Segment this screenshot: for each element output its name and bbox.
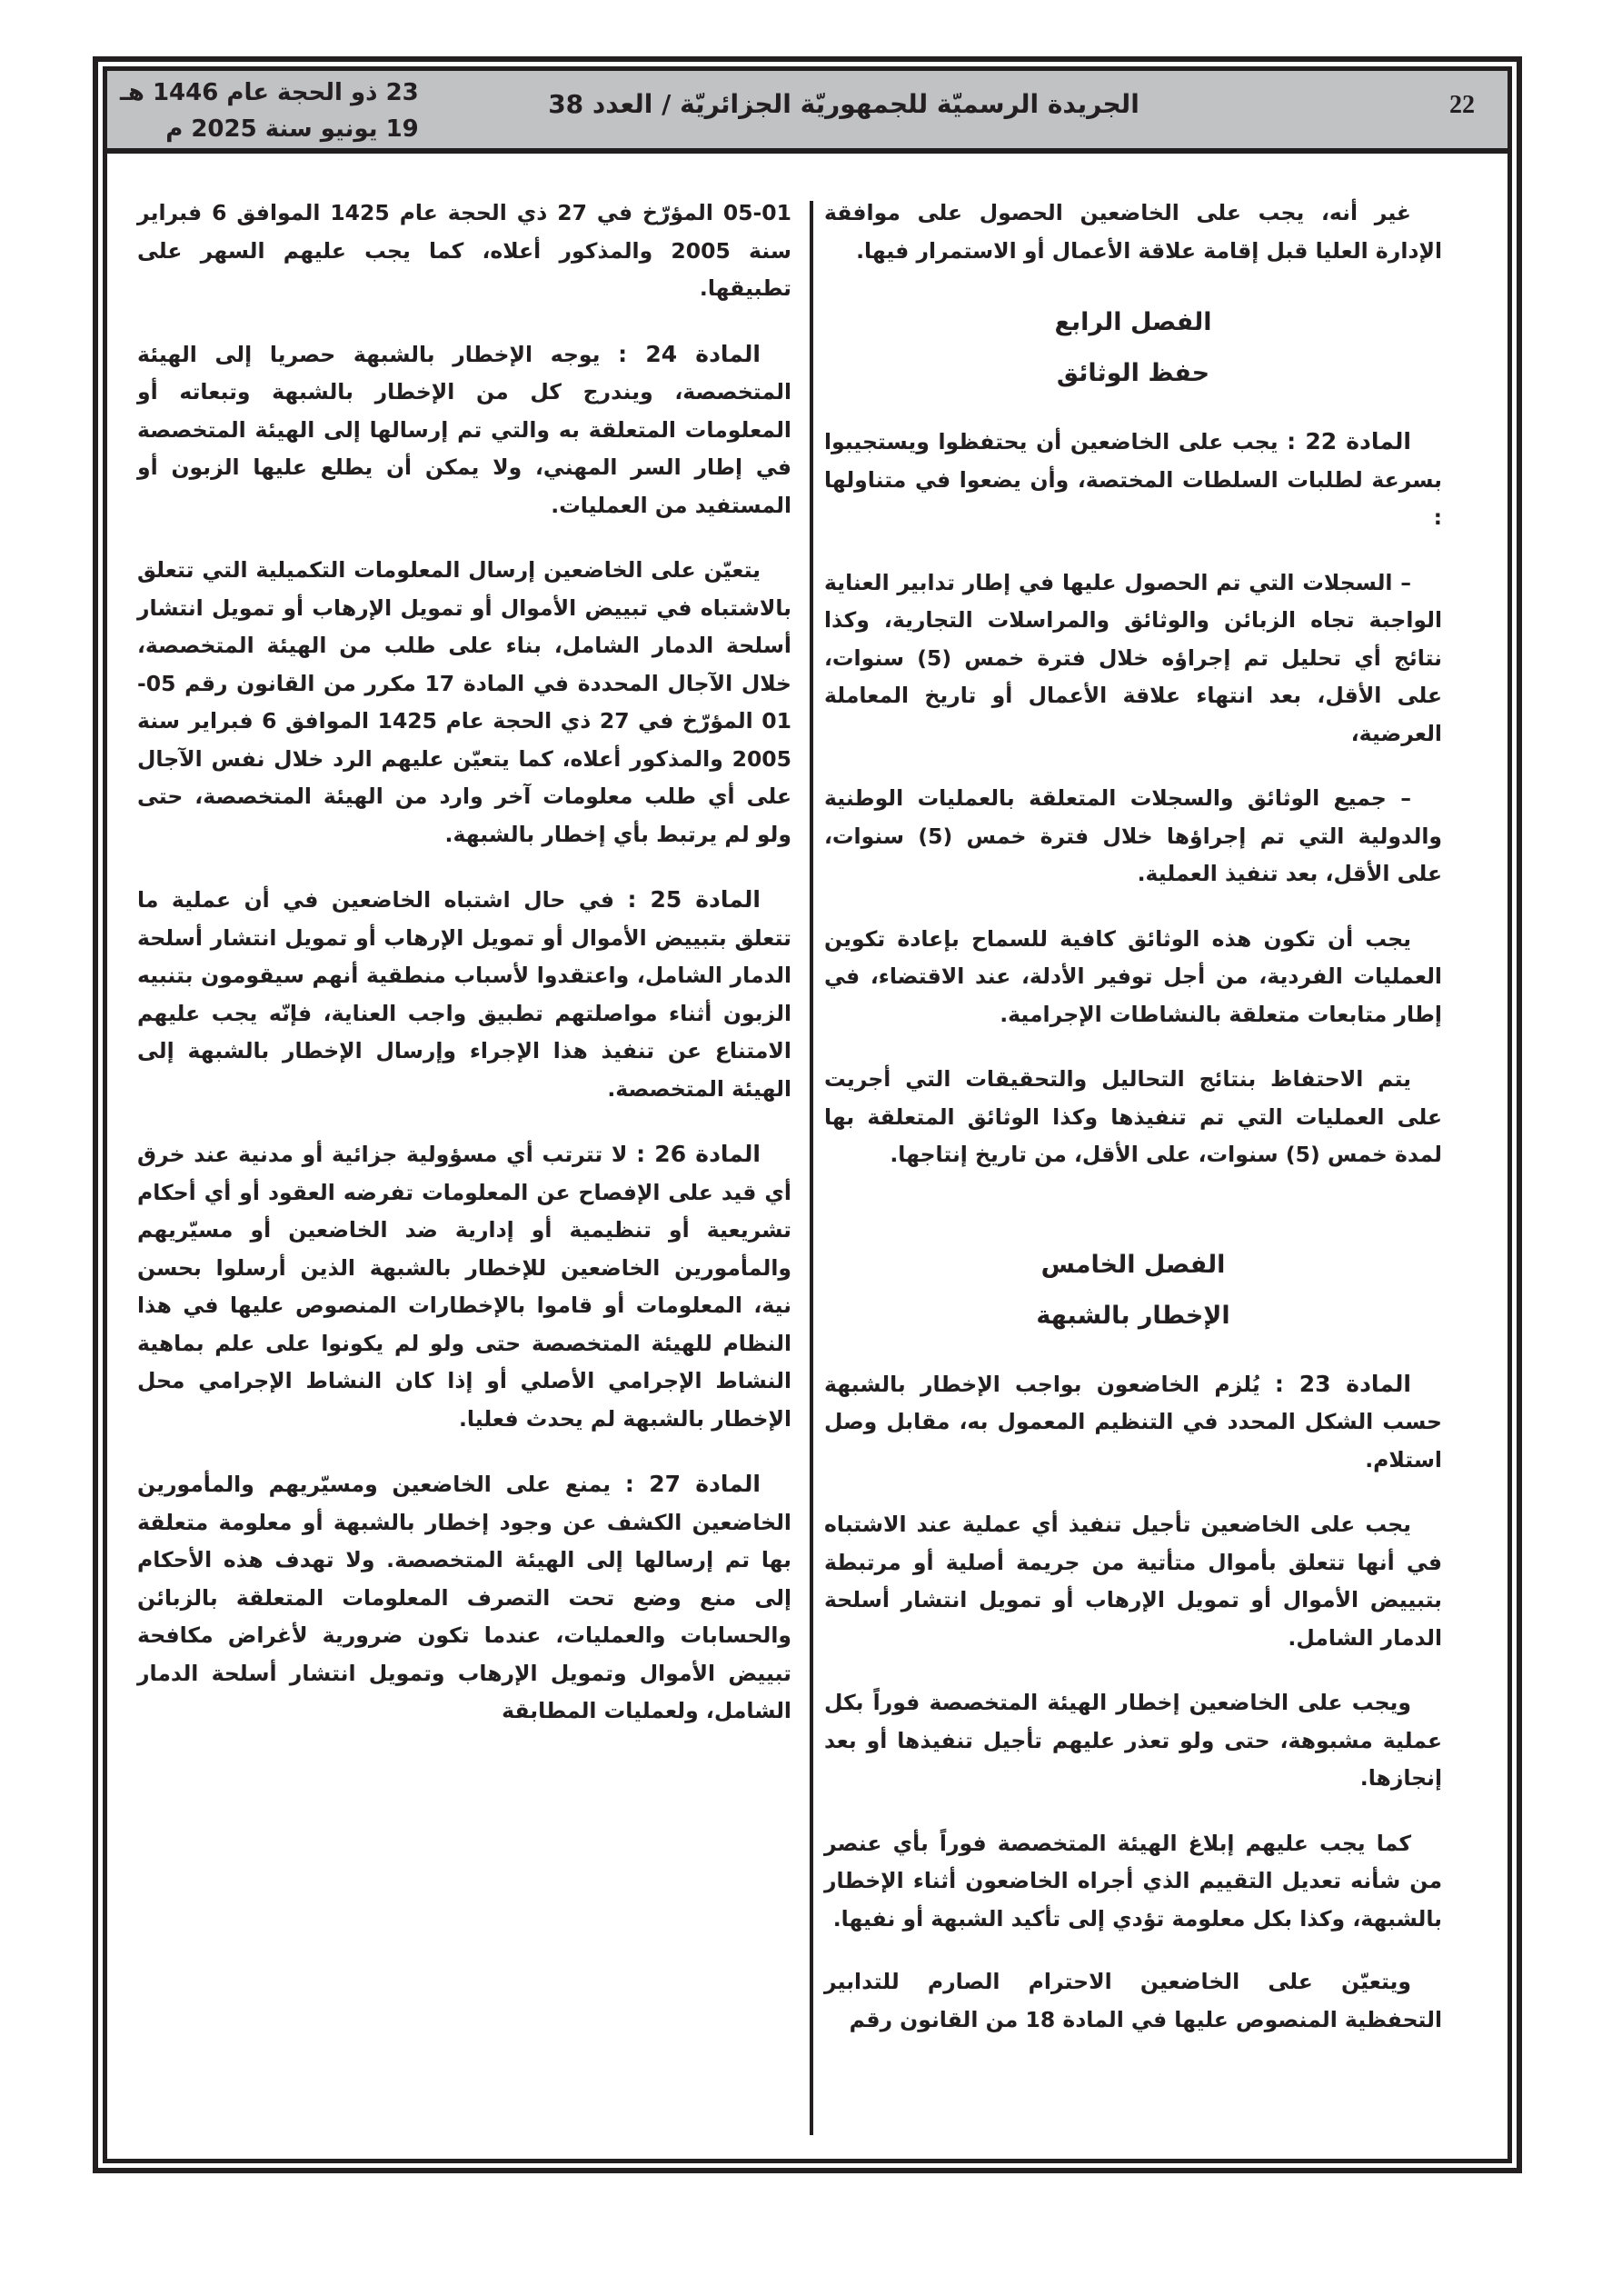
article-22-paragraph-4: يتم الاحتفاظ بنتائج التحاليل والتحقيقات التي أجريت على العمليات التي تم تنفيذها وكذا الوثائق المتعلقة بها لمدة خمس (5) سنوات، على الأقل، من تاريخ إنتاجها. (824, 1066, 1442, 1167)
left-column (137, 154, 791, 2159)
intro-paragraph: غير أنه، يجب على الخاضعين الحصول على موافقة الإدارة العليا قبل إقامة علاقة الأعمال أو الاستمرار فيها. (824, 200, 1442, 264)
chapter-4-heading (824, 297, 1442, 399)
article-24-text: يوجه الإخطار بالشبهة حصريا إلى الهيئة المتخصصة، ويندرج كل من الإخطار بالشبهة وتبعاته أو المعلومات المتعلقة به والتي تم إرسالها إلى الهيئة المتخصصة في إطار السر المهني، ولا يمكن أن يطلع عليها الزبون أو المستفيد من العمليات. (137, 341, 791, 518)
page-outer-border (93, 56, 1522, 2173)
article-24 (137, 335, 791, 525)
article-26-text: لا تترتب أي مسؤولية جزائية أو مدنية عند خرق أي قيد على الإفصاح عن المعلومات تفرضه العقود أو أي أحكام تشريعية أو تنظيمية أو إدارية ضد الخاضعين أو مسيّريهم والمأمورين الخاضعين للإخطار بالشبهة الذين أرسلوا بحسن نية، المعلومات أو قاموا بالإخطارات المنصوص عليها في هذا النظام للهيئة المتخصصة حتى ولو لم يكونوا على علم بماهية النشاط الإجرامي الأصلي أو إذا كان النشاط الإجرامي محل الإخطار بالشبهة لم يحدث فعليا. (137, 1142, 791, 1432)
gazette-header (107, 71, 1508, 154)
article-27 (137, 1465, 791, 1731)
gazette-title: الجريدة الرسميّة للجمهوريّة الجزائريّة / العدد 38 (548, 89, 1139, 119)
issue-date-gregorian: 19 يونيو سنة 2025 م (165, 115, 419, 143)
article-24-paragraph-2: يتعيّن على الخاضعين إرسال المعلومات التكميلية التي تتعلق بالاشتباه في تبييض الأموال أو تمويل الإرهاب أو تمويل انتشار أسلحة الدمار الشامل، بناء على طلب من الهيئة المتخصصة، خلال الآجال المحددة في المادة 17 مكرر من القانون رقم 05-01 المؤرّخ في 27 ذي الحجة عام 1425 الموافق 6 فبراير سنة 2005 والمذكور أعلاه، كما يتعيّن عليهم الرد خلال نفس الآجال على أي طلب معلومات آخر وارد من الهيئة المتخصصة، حتى ولو لم يرتبط بأي إخطار بالشبهة. (137, 557, 791, 847)
chapter-4-subtitle: حفظ الوثائق (1056, 359, 1210, 387)
article-23-paragraph-5: ويتعيّن على الخاضعين الاحترام الصارم للتدابير التحفظية المنصوص عليها في المادة 18 من القانون رقم (824, 1969, 1442, 2032)
chapter-5-subtitle: الإخطار بالشبهة (1036, 1301, 1230, 1330)
column-divider (810, 201, 813, 2135)
article-23-label: المادة 23 : (1274, 1370, 1411, 1397)
article-22 (824, 423, 1442, 537)
article-23-paragraph-4: كما يجب عليهم إبلاغ الهيئة المتخصصة فوراً بأي عنصر من شأنه تعديل التقييم الذي أجراه الخاضعون أثناء الإخطار بالشبهة، وكذا بكل معلومة تؤدي إلى تأكيد الشبهة أو نفيها. (824, 1830, 1442, 1932)
article-24-label: المادة 24 : (618, 340, 761, 367)
chapter-5-title: الفصل الخامس (1040, 1250, 1226, 1279)
chapter-4-title: الفصل الرابع (1054, 308, 1212, 336)
body-columns (107, 154, 1508, 2159)
article-22-item-2: – جميع الوثائق والسجلات المتعلقة بالعمليات الوطنية والدولية التي تم إجراؤها خلال فترة خمس (5) سنوات، على الأقل، بعد تنفيذ العملية. (824, 785, 1442, 886)
article-25 (137, 881, 791, 1108)
article-25-label: المادة 25 : (627, 886, 761, 913)
article-27-label: المادة 27 : (624, 1471, 761, 1497)
article-27-text: يمنع على الخاضعين ومسيّريهم والمأمورين الخاضعين الكشف عن وجود إخطار بالشبهة أو معلومة متعلقة بها تم إرسالها إلى الهيئة المتخصصة. ولا تهدف هذه الأحكام إلى منع وضع تحت التصرف المعلومات المتعلقة بالزبائن والحسابات والعمليات، عندما تكون ضرورية لأغراض مكافحة تبييض الأموال وتمويل الإرهاب وتمويل انتشار أسلحة الدمار الشامل، ولعمليات المطابقة (137, 1472, 791, 1723)
article-25-text: في حال اشتباه الخاضعين في أن عملية ما تتعلق بتبييض الأموال أو تمويل الإرهاب أو تمويل انتشار أسلحة الدمار الشامل، واعتقدوا لأسباب منطقية أنهم سيقومون بتنبيه الزبون أثناء مواصلتهم تطبيق واجب العناية، فإنّه يجب عليهم الامتناع عن تنفيذ هذا الإجراء وإرسال الإخطار بالشبهة إلى الهيئة المتخصصة. (137, 887, 791, 1102)
article-23 (824, 1365, 1442, 1480)
article-23-paragraph-3: ويجب على الخاضعين إخطار الهيئة المتخصصة فوراً بكل عملية مشبوهة، حتى ولو تعذر عليهم تأجيل تنفيذها أو بعد إنجازها. (824, 1690, 1442, 1791)
page-number: 22 (1449, 91, 1475, 119)
article-23-paragraph-2: يجب على الخاضعين تأجيل تنفيذ أي عملية عند الاشتباه في أنها تتعلق بأموال متأتية من جريمة أصلية أو مرتبطة بتبييض الأموال أو تمويل الإرهاب أو تمويل انتشار أسلحة الدمار الشامل. (824, 1512, 1442, 1651)
article-23-text: يُلزم الخاضعون بواجب الإخطار بالشبهة حسب الشكل المحدد في التنظيم المعمول به، مقابل وصل استلام. (824, 1371, 1442, 1472)
issue-date-hijri: 23 ذو الحجة عام 1446 هـ (120, 79, 419, 106)
issue-date (120, 75, 419, 147)
article-26-label: المادة 26 : (636, 1141, 761, 1167)
continuation-paragraph: 05-01 المؤرّخ في 27 ذي الحجة عام 1425 الموافق 6 فبراير سنة 2005 والمذكور أعلاه، كما يجب عليهم السهر على تطبيقها. (137, 200, 792, 301)
article-22-item-1: – السجلات التي تم الحصول عليها في إطار تدابير العناية الواجبة تجاه الزبائن والوثائق والمراسلات التجارية، وكذا نتائج أي تحليل تم إجراؤه خلال فترة خمس (5) سنوات، على الأقل، بعد انتهاء علاقة الأعمال أو تاريخ المعاملة العرضية، (824, 569, 1442, 746)
right-column (824, 154, 1442, 2159)
article-26 (137, 1135, 791, 1438)
article-22-paragraph-3: يجب أن تكون هذه الوثائق كافية للسماح بإعادة تكوين العمليات الفردية، من أجل توفير الأدلة، عند الاقتضاء، في إطار متابعات متعلقة بالنشاطات الإجرامية. (824, 925, 1442, 1027)
page-inner-border (103, 66, 1512, 2163)
article-22-label: المادة 22 : (1287, 428, 1411, 454)
chapter-5-heading (824, 1240, 1442, 1342)
article-22-text: يجب على الخاضعين أن يحتفظوا ويستجيبوا بسرعة لطلبات السلطات المختصة، وأن يضعوا في متناولها : (824, 429, 1442, 530)
